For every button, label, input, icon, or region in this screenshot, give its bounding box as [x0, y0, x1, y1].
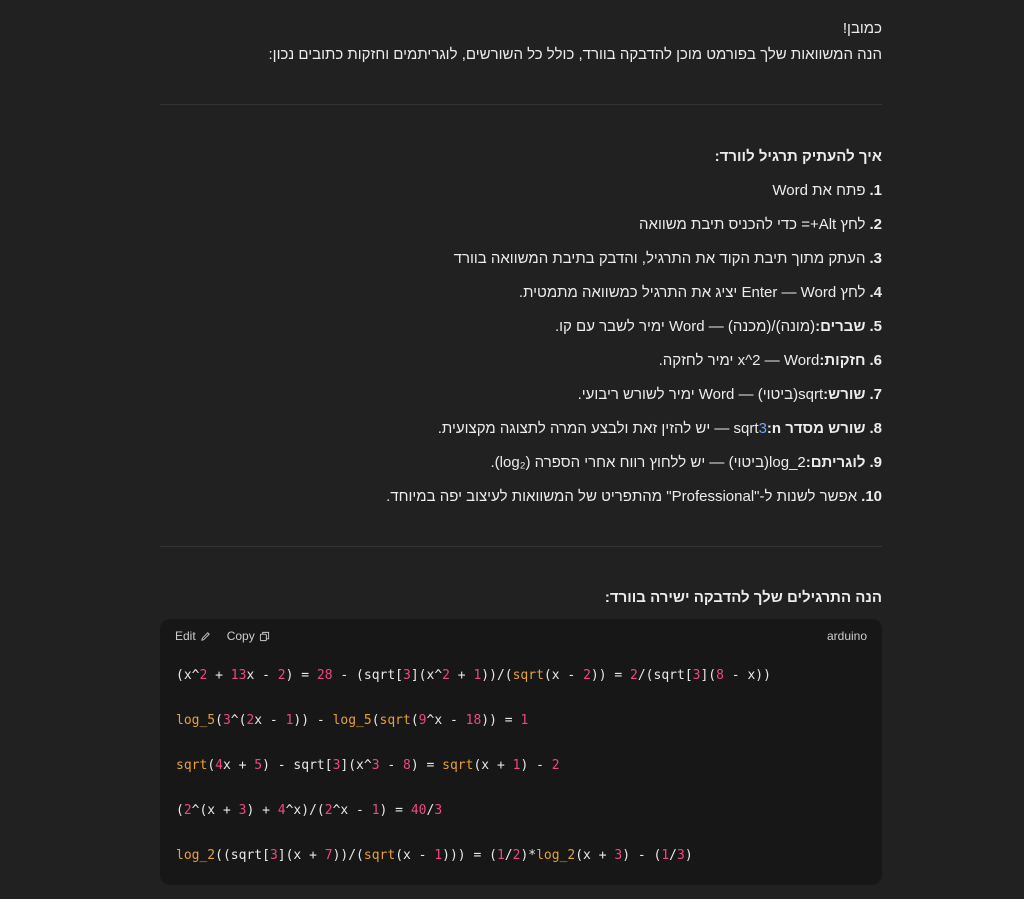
step-bold: שורש מסדר n:: [766, 420, 866, 437]
intro-line-1: כמובן!: [842, 20, 882, 37]
step-bold: שברים:: [815, 318, 866, 335]
edit-button[interactable]: [175, 629, 211, 643]
exercises-heading: הנה התרגילים שלך להדבקה ישירה בוורד:: [604, 589, 882, 606]
step-item: [386, 382, 882, 416]
step-item: [386, 348, 882, 382]
step-number: 7.: [869, 386, 882, 403]
step-item: [386, 178, 882, 212]
step-text: sqrt3 — יש להזין זאת ולבצע המרה לתצוגה מקצועית.: [437, 420, 767, 437]
step-number: 6.: [869, 352, 882, 369]
step-item: [386, 416, 882, 450]
step-item: [386, 246, 882, 280]
code-actions: [175, 629, 270, 643]
step-number: 1.: [869, 182, 882, 199]
step-text: לחץ Alt+= כדי להכניס תיבת משוואה: [639, 216, 866, 233]
code-line: log_2((sqrt[3](x + 7))/(sqrt(x - 1))) = (1/2)*log_2(x + 3) - (1/3): [176, 848, 693, 863]
intro-line-2: הנה המשוואות שלך בפורמט מוכן להדבקה בוורד, כולל כל השורשים, לוגריתמים וחזקות כתובים נכון:: [268, 46, 882, 63]
code-line: log_5(3^(2x - 1)) - log_5(sqrt(9^x - 18)) = 1: [176, 713, 529, 728]
step-number: 10.: [861, 488, 882, 505]
code-block: [160, 619, 882, 885]
step-item: [386, 280, 882, 314]
step-number: 9.: [869, 454, 882, 471]
step-bold: שורש:: [823, 386, 866, 403]
divider: [160, 104, 882, 105]
step-text: sqrt(ביטוי) — Word ימיר לשורש ריבועי.: [577, 386, 824, 403]
code-line: (x^2 + 13x - 2) = 28 - (sqrt[3](x^2 + 1))/(sqrt(x - 2)) = 2/(sqrt[3](8 - x)): [176, 668, 771, 683]
step-number: 3.: [869, 250, 882, 267]
code-content[interactable]: [160, 653, 882, 892]
divider: [160, 546, 882, 547]
step-text: העתק מתוך תיבת הקוד את התרגיל, והדבק בתיבת המשוואה בוורד: [453, 250, 866, 267]
copy-button[interactable]: [227, 629, 270, 643]
step-text: לחץ Enter — Word יציג את התרגיל כמשוואה מתמטית.: [518, 284, 866, 301]
step-number: 5.: [869, 318, 882, 335]
pencil-icon: [200, 631, 211, 642]
code-language-label: arduino: [826, 629, 867, 643]
step-text: אפשר לשנות ל-"Professional" מהתפריט של המשוואות לעיצוב יפה במיוחד.: [386, 488, 858, 505]
step-number: 4.: [869, 284, 882, 301]
step-number: 2.: [869, 216, 882, 233]
step-text: x^2 — Word ימיר לחזקה.: [658, 352, 820, 369]
step-bold: לוגריתם:: [805, 454, 866, 471]
guide-heading: איך להעתיק תרגיל לוורד:: [714, 148, 882, 165]
code-line: sqrt(4x + 5) - sqrt[3](x^3 - 8) = sqrt(x + 1) - 2: [176, 758, 560, 773]
edit-label: Edit: [175, 629, 196, 643]
step-item: [386, 450, 882, 484]
step-text: (מונה)/(מכנה) — Word ימיר לשבר עם קו.: [554, 318, 816, 335]
step-number: 8.: [869, 420, 882, 437]
step-text: פתח את Word: [772, 182, 866, 199]
step-highlight: 3: [758, 420, 767, 437]
step-item: [386, 484, 882, 518]
step-bold: חזקות:: [819, 352, 866, 369]
copy-icon: [259, 631, 270, 642]
code-toolbar: [160, 619, 882, 653]
step-text: log_2(ביטוי) — יש ללחוץ רווח אחרי הספרה (log₂).: [490, 454, 806, 471]
step-item: [386, 212, 882, 246]
step-item: [386, 314, 882, 348]
code-line: (2^(x + 3) + 4^x)/(2^x - 1) = 40/3: [176, 803, 443, 818]
copy-label: Copy: [226, 629, 255, 643]
steps-list: [386, 178, 882, 518]
